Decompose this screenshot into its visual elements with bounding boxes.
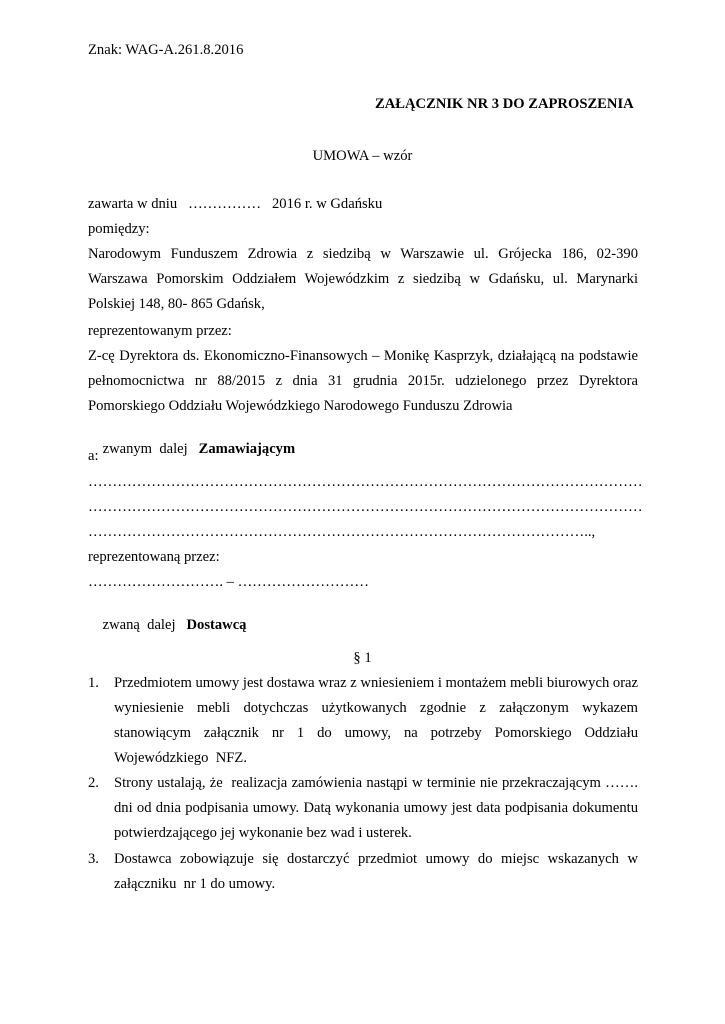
attachment-title: ZAŁĄCZNIK NR 3 DO ZAPROSZENIA <box>375 96 634 112</box>
contract-title: UMOWA – wzór <box>312 148 413 164</box>
item-1-line-1: Przedmiotem umowy jest dostawa wraz z wniesieniem i montażem mebli biurowych oraz <box>114 675 639 691</box>
called-label: zwanym dalej <box>102 441 188 457</box>
representative-line-2: pełnomocnictwa nr 88/2015 z dnia 31 grudnia 2015r. udzielonego przez Dyrektora <box>88 373 638 389</box>
supplier-name: Dostawcą <box>186 617 247 633</box>
supplier-blank-line-2: …………………………………………………………………………………………………… <box>88 499 643 515</box>
item-1-line-4: Wojewódzkiego NFZ. <box>114 750 247 766</box>
supplier-blank-line-1: …………………………………………………………………………………………………… <box>88 474 643 490</box>
representative-line-3: Pomorskiego Oddziału Wojewódzkiego Narodowego Funduszu Zdrowia <box>88 398 513 414</box>
called-label-supplier: zwaną dalej <box>102 617 176 633</box>
supplier-represented-label: reprezentowaną przez: <box>88 549 220 565</box>
item-3-number: 3. <box>88 851 99 867</box>
contract-date-line: zawarta w dniu …………… 2016 r. w Gdańsku <box>88 196 383 212</box>
and-label: a: <box>88 448 99 464</box>
between-label: pomiędzy: <box>88 221 150 237</box>
ordering-party-line <box>88 422 295 476</box>
item-1-number: 1. <box>88 675 99 691</box>
nfz-line-3: Polskiej 148, 80- 865 Gdańsk, <box>88 296 265 312</box>
item-2-line-2: dni od dnia podpisania umowy. Datą wykonania umowy jest data podpisania dokumentu <box>114 800 638 816</box>
item-2-number: 2. <box>88 775 99 791</box>
nfz-line-2: Warszawa Pomorskim Oddziałem Wojewódzkim z siedzibą w Gdańsku, ul. Marynarki <box>88 271 638 287</box>
ordering-party-name: Zamawiającym <box>198 441 296 457</box>
represented-by-label: reprezentowanym przez: <box>88 323 232 339</box>
item-3-line-1: Dostawca zobowiązuje się dostarczyć przedmiot umowy do miejsc wskazanych w <box>114 851 638 867</box>
supplier-line <box>88 598 246 652</box>
nfz-line-1: Narodowym Funduszem Zdrowia z siedzibą w Warszawie ul. Grójecka 186, 02-390 <box>88 246 638 262</box>
item-2-line-1: Strony ustalają, że realizacja zamówienia nastąpi w terminie nie przekraczającym ……. <box>114 775 638 791</box>
item-3-line-2: załączniku nr 1 do umowy. <box>114 876 276 892</box>
item-2-line-3: potwierdzającego jej wykonanie bez wad i usterek. <box>114 825 412 841</box>
section-heading: § 1 <box>353 650 372 666</box>
item-1-line-3: stanowiącym załącznik nr 1 do umowy, na potrzeby Pomorskiego Oddziału <box>114 725 638 741</box>
reference-number: Znak: WAG-A.261.8.2016 <box>88 42 244 58</box>
supplier-blank-line-3: ………………………………………………………………………………………….., <box>88 524 596 540</box>
representative-line-1: Z-cę Dyrektora ds. Ekonomiczno-Finansowych – Monikę Kasprzyk, działającą na podstawie <box>88 348 638 364</box>
item-1-line-2: wyniesienie mebli dotychczas użytkowanych zgodnie z załączonym wykazem <box>114 700 638 716</box>
supplier-representative-blank: ………………………. – ……………………… <box>88 574 369 590</box>
